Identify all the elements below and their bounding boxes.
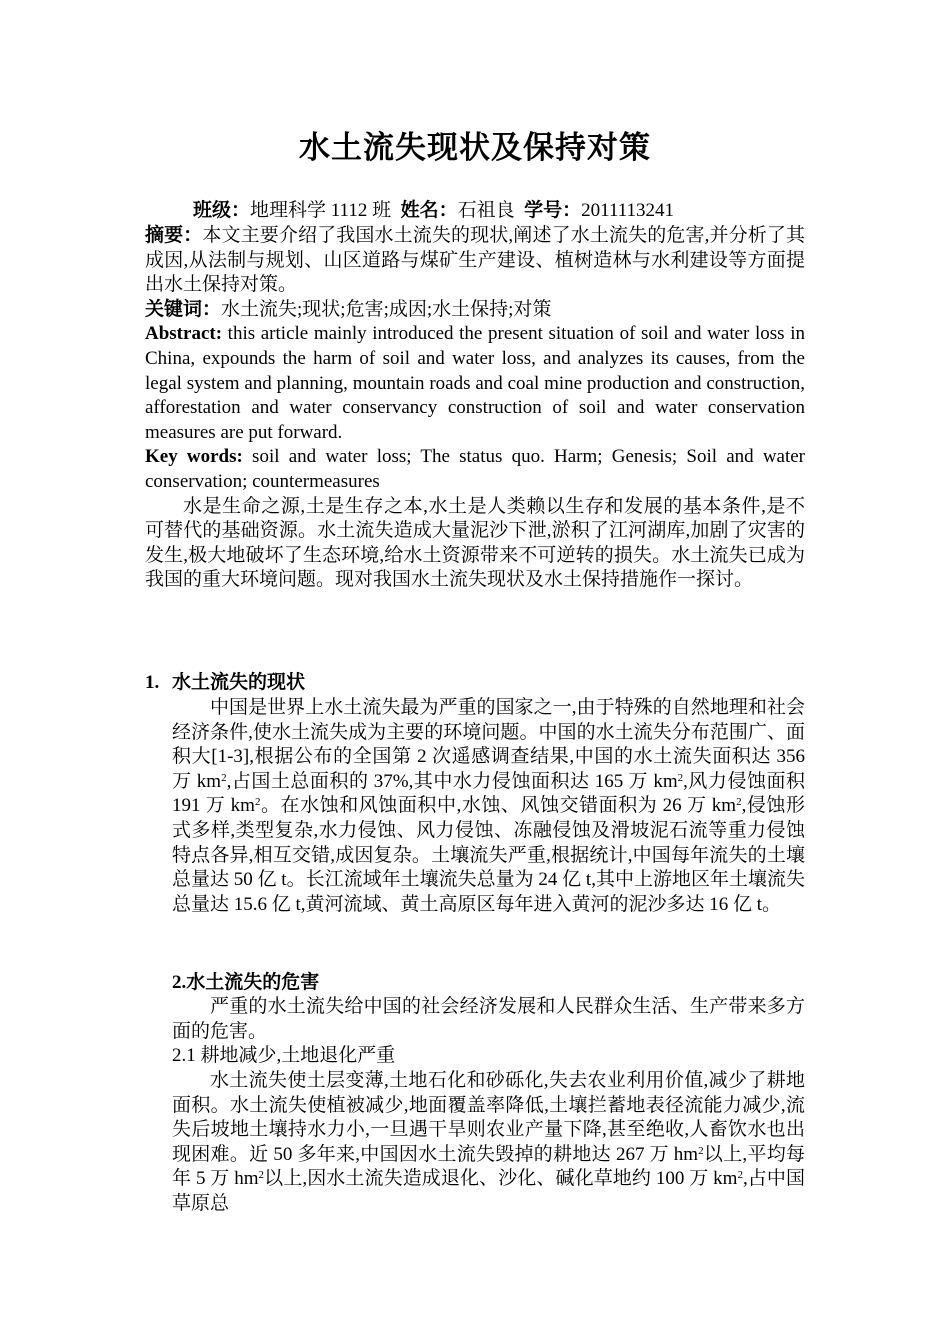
name-value: 石祖良 <box>457 200 515 221</box>
section-1-heading <box>145 671 305 696</box>
abstract-cn-text: 本文主要介绍了我国水土流失的现状,阐述了水土流失的危害,并分析了其成因,从法制与规划、山区道路与煤矿生产建设、植树造林与水利建设等方面提出水土保持对策。 <box>145 225 805 296</box>
abstract-en-label: Abstract: <box>145 323 223 345</box>
section-1-body <box>172 696 805 917</box>
keywords-en-text: soil and water loss; The status quo. Harm; Genesis; Soil and water conservation; countermeasures <box>145 446 806 492</box>
abstract-en <box>145 322 805 445</box>
keywords-cn-label: 关键词： <box>145 298 222 320</box>
abstract-en-text: this article mainly introduced the present situation of soil and water loss in China, expounds the harm of soil and water loss, and analyzes its causes, from the legal system and planning, mountain roads and coal mine production and construction, afforestation and water conservancy construction of soil and water conservation measures are put forward. <box>145 323 805 443</box>
name-label: 姓名： <box>400 200 458 221</box>
section-2-body <box>172 995 805 1044</box>
intro-paragraph: 水是生命之源,土是生存之本,水土是人类赖以生存和发展的基本条件,是不可替代的基础资源。水土流失造成大量泥沙下泄,淤积了江河湖库,加剧了灾害的发生,极大地破坏了生态环境,给水土资源带来不可逆转的损失。水土流失已成为我国的重大环境问题。现对我国水土流失现状及水土保持措施作一探讨。 <box>145 495 805 591</box>
class-label: 班级： <box>193 200 251 221</box>
author-info-line <box>193 199 674 224</box>
front-matter <box>145 224 805 593</box>
section-2-1-body <box>172 1069 805 1217</box>
abstract-cn <box>145 224 805 298</box>
student-id-value: 2011113241 <box>581 200 675 221</box>
keywords-cn-text: 水土流失;现状;危害;成因;水土保持;对策 <box>221 298 552 320</box>
keywords-en-label: Key words: <box>145 446 243 468</box>
section-2-heading: 2.水土流失的危害 <box>172 972 320 993</box>
section-2-1-heading: 2.1 耕地减少,土地退化严重 <box>172 1045 396 1066</box>
section-1-paragraph: 中国是世界上水土流失最为严重的国家之一,由于特殊的自然地理和社会经济条件,使水土流失成为主要的环境问题。中国的水土流失分布范围广、面积大[1-3],根据公布的全国第 2 次遥感调查结果,中国的水土流失面积达 356 万 $km^2$,占国土总面积的 37%,其中水力侵蚀面积达 165 万 $km^2$,风力侵蚀面积 191 万 $km^2$。在水蚀和风蚀面积中,水蚀、风蚀交错面积为 26 万 $km^2$,侵蚀形式多样,类型复杂,水力侵蚀、风力侵蚀、冻融侵蚀及滑坡泥石流等重力侵蚀特点各异,相互交错,成因复杂。土壤流失严重,根据统计,中国每年流失的土壤总量达 50 亿 t。长江流域年土壤流失总量为 24 亿 t,其中上游地区年土壤流失总量达 15.6 亿 t,黄河流域、黄土高原区每年进入黄河的泥沙多达 16 亿 t。 <box>172 697 806 915</box>
section-2-intro: 严重的水土流失给中国的社会经济发展和人民群众生活、生产带来多方面的危害。 <box>172 996 805 1042</box>
section-1-number: 1. <box>145 672 160 693</box>
abstract-cn-label: 摘要： <box>145 225 203 246</box>
section-1-title: 水土流失的现状 <box>172 672 306 693</box>
class-value: 地理科学 1112 班 <box>250 200 392 221</box>
student-id-label: 学号： <box>524 200 582 221</box>
keywords-cn <box>145 298 805 323</box>
section-2-1-paragraph: 水土流失使土层变薄,土地石化和砂砾化,失去农业利用价值,减少了耕地面积。水土流失使植被减少,地面覆盖率降低,土壤拦蓄地表径流能力减少,流失后坡地土壤持水力小,一旦遇干旱则农业产量下降,甚至绝收,人畜饮水也出现困难。近 50 多年来,中国因水土流失毁掉的耕地达 267 万 $hm^2$以上,平均每年 5 万 $hm^2$以上,因水土流失造成退化、沙化、碱化草地约 100 万 $km^2$,占中国草原总 <box>172 1070 806 1214</box>
document-title: 水土流失现状及保持对策 <box>299 130 651 165</box>
keywords-en <box>145 445 805 494</box>
